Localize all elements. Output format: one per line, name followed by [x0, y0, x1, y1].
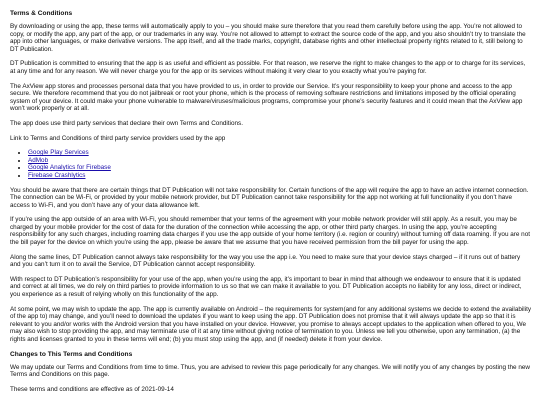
changes-rights-paragraph: DT Publication is committed to ensuring that the app is as useful and efficient as possible. For that reason, we reserve the right to make changes to the app or to charge for its services, at any time and for any reason. We will never charge you for the app or its services without making it very clear to you exactly what you’re paying for. — [10, 60, 526, 75]
changes-paragraph: We may update our Terms and Conditions from time to time. Thus, you are advised to review this page periodically for any changes. We will notify you of any changes by posting the new Terms and Conditions on this page. — [10, 363, 530, 379]
internet-connection-paragraph: You should be aware that there are certain things that DT Publication will not take responsibility for. Certain functions of the app will require the app to have an active internet connection. The connection can be Wi-Fi, or provided by your mobile network provider, but DT Publication cannot take responsibility for the app not working at full functionality if you don’t have access to Wi-Fi, and you don’t have any of your data allowance left. — [10, 186, 529, 209]
list-item — [28, 149, 532, 157]
links-intro: Link to Terms and Conditions of third party service providers used by the app — [10, 134, 226, 142]
effective-date-line: These terms and conditions are effective as of 2021-09-14 — [10, 385, 174, 393]
list-item — [28, 157, 532, 165]
google-play-services-link[interactable]: Google Play Services — [28, 149, 89, 157]
google-analytics-for-firebase-link[interactable]: Google Analytics for Firebase — [28, 164, 111, 172]
list-item — [28, 164, 532, 172]
data-charges-paragraph: If you’re using the app outside of an area with Wi-Fi, you should remember that your terms of the agreement with your mobile network provider will still apply. As a result, you may be charged by your mobile provider for the cost of data for the duration of the connection while accessing the app, or other third party charges. In using the app, you’re accepting responsibility for any such charges, including roaming data charges if you use the app outside of your home territory (i.e. region or country) without turning off data roaming. If you are not the bill payer for the device on which you’re using the app, please be aware that we assume that you have received permission from the bill payer for using the app. — [10, 216, 530, 247]
third-party-links-list — [10, 149, 532, 179]
page-title: Terms & Conditions — [10, 10, 73, 17]
liability-paragraph: With respect to DT Publication’s responsibility for your use of the app, when you’re using the app, it’s important to bear in mind that although we endeavour to ensure that it is updated and correct at all times, we do rely on third parties to provide information to us so that we can make it available to you. DT Publication accepts no liability for any loss, direct or indirect, you experience as a result of relying wholly on this functionality of the app. — [10, 275, 522, 299]
third-party-paragraph: The app does use third party services that declare their own Terms and Conditions. — [10, 119, 243, 127]
changes-heading: Changes to This Terms and Conditions — [10, 350, 133, 358]
updates-paragraph: At some point, we may wish to update the app. The app is currently available on Android – the requirements for system(and for any additional systems we decide to extend the availability of the app to) may change, and you’ll need to download the updates if you want to keep using the app. DT Publication does not promise that it will always update the app so that it is relevant to you and/or works with the Android version that you have installed on your device. However, you promise to always accept updates to the application when offered to you, We may also wish to stop providing the app, and may terminate use of it at any time without giving notice of termination to you. Unless we tell you otherwise, upon any termination, (a) the rights and licenses granted to you in these terms will end; (b) you must stop using the app, and (if needed) delete it from your device. — [10, 305, 532, 343]
firebase-crashlytics-link[interactable]: Firebase Crashlytics — [28, 171, 86, 179]
list-item — [28, 172, 532, 180]
battery-paragraph: Along the same lines, DT Publication cannot always take responsibility for the way you use the app i.e. You need to make sure that your device stays charged – if it runs out of battery and you can’t turn it on to avail the Service, DT Publication cannot accept responsibility. — [10, 253, 521, 269]
intro-paragraph: By downloading or using the app, these terms will automatically apply to you – you should make sure therefore that you read them carefully before using the app. You’re not allowed to copy, or modify the app, any part of the app, or our trademarks in any way. You’re not allowed to attempt to extract the source code of the app, and you also shouldn’t try to translate the app into other languages, or make derivative versions. The app itself, and all the trade marks, copyright, database rights and other intellectual property rights related to it, still belong to DT Publication. — [10, 23, 526, 53]
personal-data-paragraph: The AxView app stores and processes personal data that you have provided to us, in order to provide our Service. It’s your responsibility to keep your phone and access to the app secure. We therefore recommend that you do not jailbreak or root your phone, which is the process of removing software restrictions and limitations imposed by the official operating system of your device. It could make your phone vulnerable to malware/viruses/malicious programs, compromise your phone’s security features and it could mean that the AxView app won’t work properly or at all. — [10, 82, 523, 113]
admob-link[interactable]: AdMob — [28, 156, 49, 164]
